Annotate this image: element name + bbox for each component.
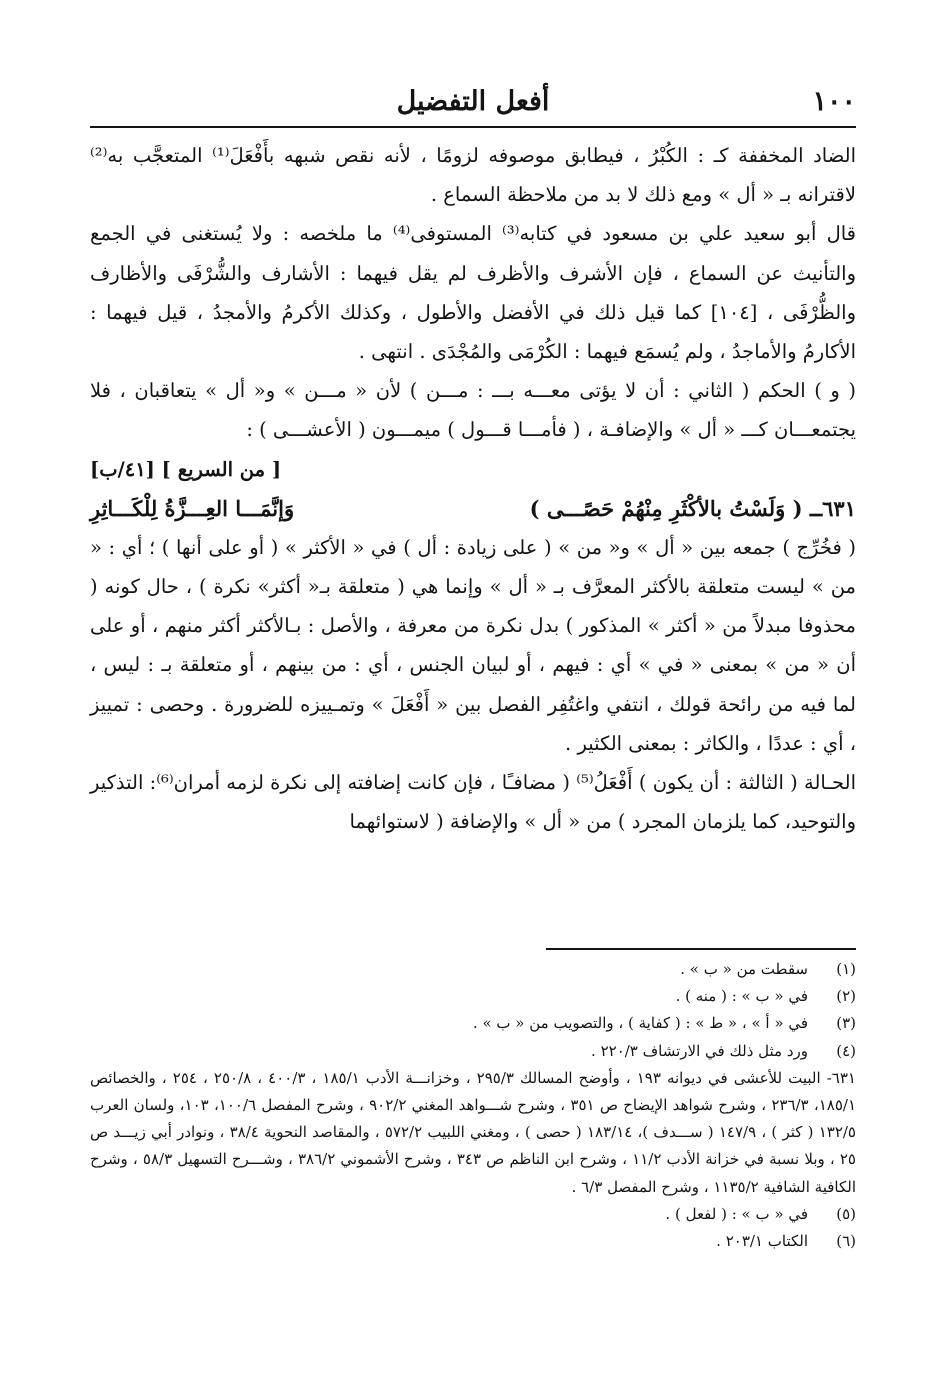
running-header: [90, 84, 856, 128]
footnote: [90, 1201, 856, 1228]
footnote-text: سقطت من « ب » .: [680, 960, 808, 978]
paragraph-4: ( فخُرِّج ) جمعه بين « أل » و« من » ( على زيادة : أل ) في « الأكثر » ( أو على أنها ) ؛ أي : « من » ليست متعلقة بالأكثر المعرَّف بـ « أل » وإنما هي ( متعلقة بـ« أكثر» نكرة ) ، حال كونه ( محذوفا مبدلاً من « أكثر » المذكور ) بدل نكرة من معرفة ، والأصل : بـالأكثر أكثر منهم ، أو على أن « من » بمعنى « في » أي : فيهم ، أو لبيان الجنس ، أي : من بينهم ، أو متعلقة بـ : ليس ، لما فيه من رائحة قولك ، انتفي واغتُفِر الفصل بين « أَفْعَلَ » وتمـييزه للضرورة . وحصى : تمييز ، أي : عددًا ، والكاثر : بمعنى الكثير .: [90, 535, 856, 755]
footnote-number: (١): [836, 960, 856, 978]
page-number: ١٠٠: [812, 86, 856, 117]
footnote-number: (٦): [836, 1232, 856, 1251]
footnote: [90, 1010, 856, 1037]
footnote-text: ورد مثل ذلك في الارتشاف ٢٢٠/٣ .: [591, 1041, 808, 1060]
poetry-verse: [90, 489, 856, 528]
footnote-text: الكتاب ٢٠٣/١ .: [716, 1232, 808, 1251]
footnote: [90, 1228, 856, 1255]
chapter-title: أفعل التفضيل: [396, 86, 550, 117]
footnote-number: (٣): [836, 1014, 856, 1033]
meter-source: [ من السريع ] [٤١/ب]: [90, 457, 282, 481]
footnote: [90, 1038, 856, 1065]
paragraph-2: قال أبو سعيد علي بن مسعود في كتابه⁽³⁾ المستوفى⁽⁴⁾ ما ملخصه : ولا يُستغنى في الجمع والتأنيث عن السماع ، فإن الأشرف والأظرف لم يقل فيهما : الأشارف والشُّرْفَى والأظارف والظُّرْفَى ، [١٠٤] كما قيل ذلك في الأفضل والأطول ، وكذلك الأكرمُ والأمجدُ ، قيل فيهما : الأكارمُ والأماجدُ ، ولم يُسمَع فيهما : الكُرْمَى والمُجْدَى . انتهى .: [90, 222, 857, 364]
paragraph-3: ( و ) الحكم ( الثاني : أن لا يؤتى معـــه بـــ : مـــن ) لأن « مـــن » و« أل » يتعاقبان ، فلا يجتمعـــان كـــ « أل » والإضافـة ، ( فأمـــا قـــول ) ميمـــون ( الأعشـــى ) :: [90, 379, 856, 442]
footnote-divider: [546, 948, 856, 950]
footnote: [90, 983, 856, 1010]
verse-source-note: ٦٣١- البيت للأعشى في ديوانه ١٩٣ ، وأوضح المسالك ٢٩٥/٣ ، وخزانـــة الأدب ١٨٥/١ ، ٤٠٠/٣ ، ٢٥٠/٨ ، ٢٥٤ ، والخصائص ١٨٥/١، ٢٣٦/٣ ، وشرح شواهد الإيضاح ص ٣٥١ ، وشرح شـــواهد المغني ٩٠٢/٢ ، وشرح المفصل ١٠٠/٦، ١٠٣، ولسان العرب ١٣٢/٥ ( كثر ) ، ١٤٧/٩ ( ســـدف )، ١٨٣/١٤ ( حصى ) ، ومغني اللبيب ٥٧٢/٢ ، والمقاصد النحوية ٣٨/٤ ، ونوادر أبي زيـــد ص ٢٥ ، وبلا نسبة في خزانة الأدب ١١/٢ ، وشرح ابن الناظم ص ٣٤٣ ، وشرح الأشموني ٣٨٦/٢ ، وشـــرح التسهيل ٥٨/٣ ، وشرح الكافية الشافية ١١٣٥/٢ ، وشرح المفصل ٦/٣ .: [90, 1068, 856, 1196]
footnote-number: (٥): [836, 1204, 856, 1223]
footnote-number: (٤): [836, 1041, 856, 1060]
footnote-text: في « ب » : ( لفعل ) .: [665, 1204, 808, 1223]
footnote-text: في « ب » : ( منه ) .: [675, 987, 808, 1006]
footnote-text: في « أ » ، « ط » : ( كفاية ) ، والتصويب من « ب » .: [472, 1014, 808, 1033]
main-text: [90, 136, 856, 841]
footnotes: [90, 956, 856, 1255]
footnote-number: (٢): [836, 987, 856, 1006]
verse-first-hemistich: ٦٣١ــ ( وَلَسْتُ بالأكْثَرِ مِنْهُمْ حَصًـــى ): [529, 495, 856, 521]
footnote: [90, 956, 856, 983]
paragraph-5: الحـالة ( الثالثة : أن يكون ) أَفْعَلُ⁽⁵⁾ ( مضافـًا ، فإن كانت إضافته إلى نكرة لزمه أمران⁽⁶⁾: التذكير والتوحيد، كما يلزمان المجرد ) من « أل » والإضافة ( لاستوائهما: [90, 771, 856, 834]
verse-second-hemistich: وَإنَّمَـــا العِـــزَّةُ لِلْكَـــاثِرِ: [90, 495, 295, 521]
paragraph-1: الضاد المخففة كـ : الكُبْرُ ، فيطابق موصوفه لزومًا ، لأنه نقص شبهه بأَفْعَلَ⁽¹⁾ المتعجَّب به⁽²⁾ لاقترانه بـ « أل » ومع ذلك لا بد من ملاحظة السماع .: [90, 144, 856, 207]
